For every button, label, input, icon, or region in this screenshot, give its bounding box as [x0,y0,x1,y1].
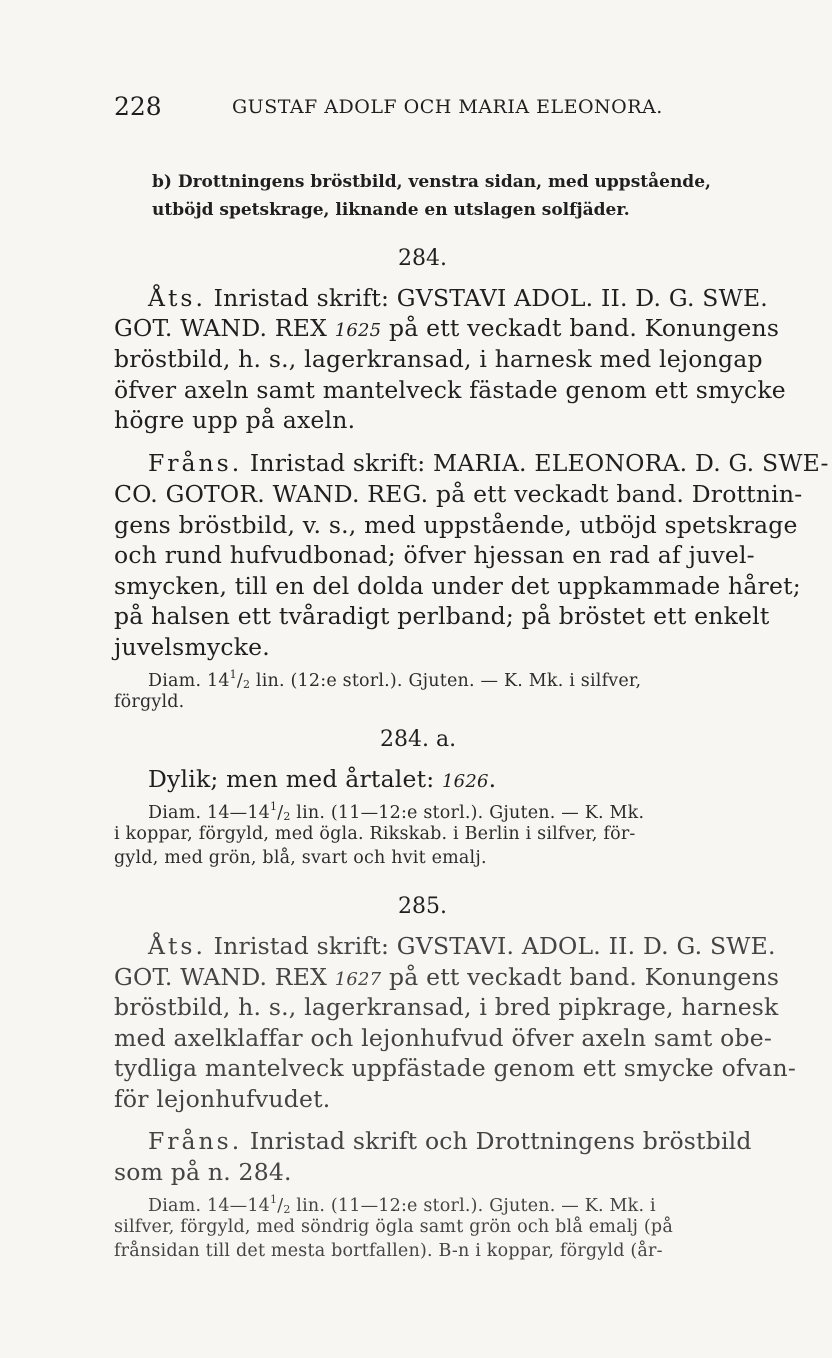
year-italic: 1627 [334,969,382,990]
fraction-numerator: 1 [270,800,278,813]
note-line: i koppar, förgyld, med ögla. Rikskab. i Berlin i silfver, för- [114,824,636,844]
text-line: och rund hufvudbonad; öfver hjessan en rad af juvel- [114,541,755,569]
side-label: Fråns. [148,1127,243,1155]
entry-number-284a: 284. a. [380,727,457,752]
note-line: Diam. $14—14^1/_2$ lin. (11—12:e storl.). Gjuten. — K. Mk. [148,800,645,823]
side-label: Åts. [148,284,206,312]
entry-number-284: 284. [398,246,447,271]
note-text: lin. (11—12:e storl.). Gjuten. — K. Mk. i [290,1196,656,1216]
line-text: GOT. WAND. REX [114,963,335,991]
fraction-numerator: 1 [229,668,237,681]
note-line: förgyld. [114,692,185,712]
text-line: bröstbild, h. s., lagerkransad, i harnesk med lejongap [114,345,763,373]
line-text: på ett veckadt band. Konungens [381,314,780,342]
line-text: Dylik; men med årtalet: [148,765,443,793]
note-text: Diam. 14—14 [148,803,271,823]
section-caption-line: b) Drottningens bröstbild, venstra sidan, med uppstående, [152,172,711,192]
side-label: Fråns. [148,449,243,477]
fraction-denominator: 2 [242,678,251,691]
note-line: Diam. $14—14^1/_2$ lin. (11—12:e storl.). Gjuten. — K. Mk. i [148,1193,656,1216]
note-text: lin. (11—12:e storl.). Gjuten. — K. Mk. [290,803,645,823]
note-line: silfver, förgyld, med söndrig ögla samt grön och blå emalj (på [114,1217,673,1237]
text-line [148,932,776,960]
text-line [114,314,779,342]
section-caption-line: utböjd spetskrage, liknande en utslagen solfjäder. [152,200,630,220]
note-text: lin. (12:e storl.). Gjuten. — K. Mk. i silfver, [250,671,642,691]
text-line: med axelklaffar och lejonhufvud öfver axeln samt obe- [114,1024,772,1052]
text-line: som på n. 284. [114,1158,292,1186]
note-line: Diam. $14^1/_2$ lin. (12:e storl.). Gjuten. — K. Mk. i silfver, [148,668,642,691]
line-text: Inristad skrift och Drottningens bröstbild [242,1127,752,1155]
entry-number-285: 285. [398,894,447,919]
year-italic: 1625 [334,320,382,341]
text-line: smycken, till en del dolda under det uppkammade håret; [114,572,801,600]
page-number: 228 [114,92,162,121]
note-text: Diam. 14—14 [148,1196,271,1216]
text-line [148,284,768,312]
year-italic: 1626 [442,771,489,792]
text-line: CO. GOTOR. WAND. REG. på ett veckadt band. Drottnin- [114,480,803,508]
note-text: Diam. 14 [148,671,230,691]
line-text: på ett veckadt band. Konungens [381,963,780,991]
note-line: gyld, med grön, blå, svart och hvit emalj. [114,848,487,868]
line-text: . [488,765,497,793]
text-line: tydliga mantelveck uppfästade genom ett smycke ofvan- [114,1054,796,1082]
text-line: öfver axeln samt mantelveck fästade genom ett smycke [114,376,786,404]
text-line: juvelsmycke. [114,633,270,661]
fraction-denominator: 2 [283,1203,291,1216]
running-title: GUSTAF ADOLF OCH MARIA ELEONORA. [232,96,663,118]
text-line [114,963,779,991]
text-line [148,765,496,793]
line-text: Inristad skrift: GVSTAVI. ADOL. II. D. G. SWE. [205,932,776,960]
text-line: på halsen ett tvåradigt perlband; på bröstet ett enkelt [114,602,770,630]
text-line: högre upp på axeln. [114,406,356,434]
text-line: bröstbild, h. s., lagerkransad, i bred pipkrage, harnesk [114,993,779,1021]
line-text: Inristad skrift: GVSTAVI ADOL. II. D. G. SWE. [205,284,768,312]
line-text: Inristad skrift: MARIA. ELEONORA. D. G. SWE- [242,449,829,477]
side-label: Åts. [148,932,206,960]
text-line: gens bröstbild, v. s., med uppstående, utböjd spetskrage [114,511,798,539]
text-line [148,1127,752,1155]
fraction-denominator: 2 [283,810,291,823]
text-line: för lejonhufvudet. [114,1085,331,1113]
fraction-numerator: 1 [270,1193,278,1206]
note-line: frånsidan till det mesta bortfallen). B-n i koppar, förgyld (år- [114,1241,663,1261]
text-line [148,449,829,477]
line-text: GOT. WAND. REX [114,314,335,342]
